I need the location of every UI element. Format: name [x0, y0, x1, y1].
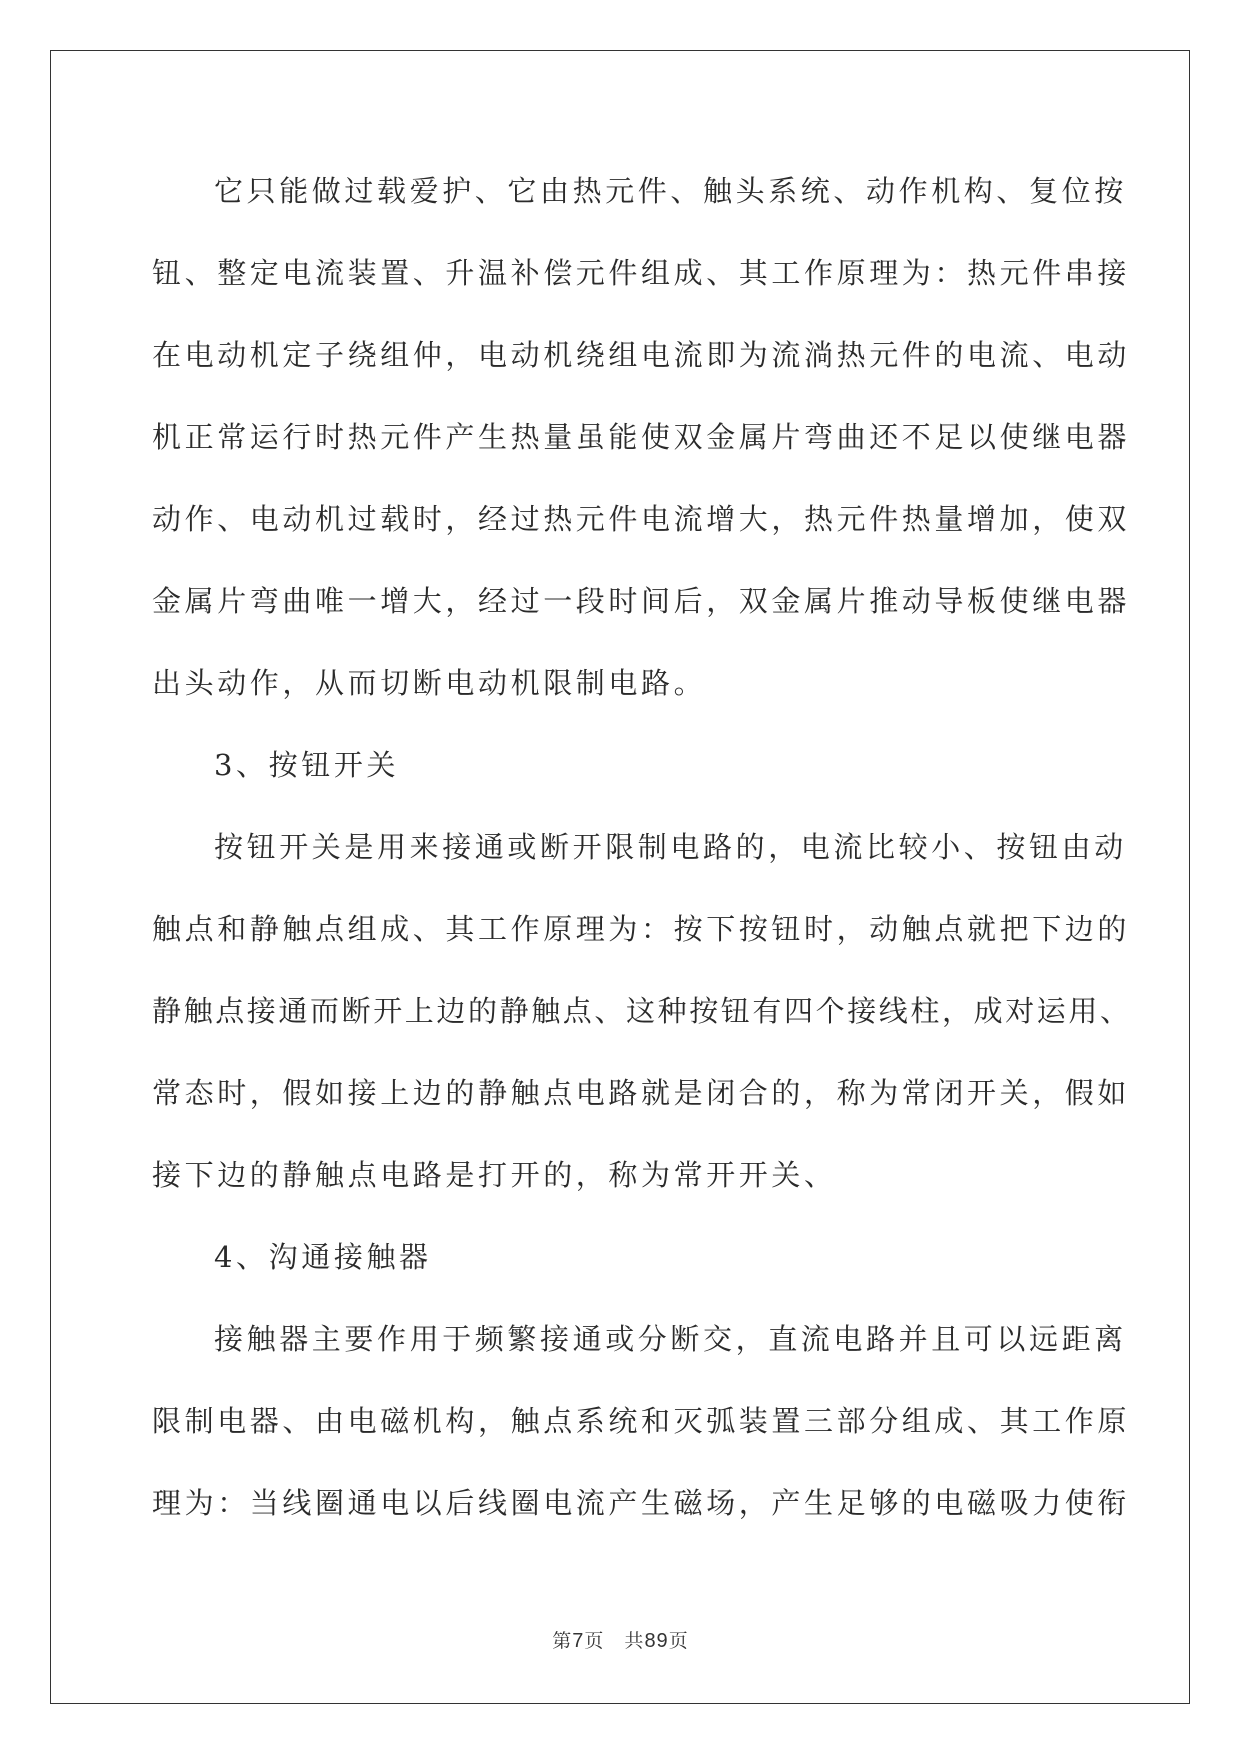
current-page-number: 7: [572, 1630, 585, 1652]
text-line: 接触器主要作用于频繁接通或分断交，直流电路并且可以远距离: [214, 1322, 1127, 1356]
page-footer: [0, 1626, 1241, 1653]
total-page-count: 89: [644, 1630, 669, 1652]
footer-prefix: 第: [552, 1630, 573, 1652]
text-line: 理为：当线圈通电以后线圈电流产生磁场，产生足够的电磁吸力使衔: [152, 1486, 1131, 1520]
footer-mid: 页 共: [584, 1630, 645, 1652]
text-line: 机正常运行时热元件产生热量虽能使双金属片弯曲还不足以使继电器: [152, 420, 1131, 454]
text-line: 出头动作，从而切断电动机限制电路。: [152, 666, 707, 700]
text-line: 金属片弯曲唯一增大，经过一段时间后，双金属片推动导板使继电器: [152, 584, 1131, 618]
text-line: 它只能做过载爱护、它由热元件、触头系统、动作机构、复位按: [214, 174, 1127, 208]
text-line: 触点和静触点组成、其工作原理为：按下按钮时，动触点就把下边的: [152, 912, 1131, 946]
section-heading: 3、按钮开关: [214, 748, 400, 782]
document-body: [152, 164, 1132, 1558]
text-line: 限制电器、由电磁机构，触点系统和灭弧装置三部分组成、其工作原: [152, 1404, 1131, 1438]
text-line: 接下边的静触点电路是打开的，称为常开开关、: [152, 1158, 837, 1192]
text-line: 在电动机定子绕组仲，电动机绕组电流即为流淌热元件的电流、电动: [152, 338, 1131, 372]
section-heading: 4、沟通接触器: [214, 1240, 432, 1274]
text-line: 常态时，假如接上边的静触点电路就是闭合的，称为常闭开关，假如: [152, 1076, 1131, 1110]
text-line: 静触点接通而断开上边的静触点、这种按钮有四个接线柱，成对运用、: [152, 994, 1132, 1028]
text-line: 动作、电动机过载时，经过热元件电流增大，热元件热量增加，使双: [152, 502, 1131, 536]
footer-suffix: 页: [668, 1630, 689, 1652]
text-line: 钮、整定电流装置、升温补偿元件组成、其工作原理为：热元件串接: [152, 256, 1131, 290]
text-line: 按钮开关是用来接通或断开限制电路的，电流比较小、按钮由动: [214, 830, 1127, 864]
